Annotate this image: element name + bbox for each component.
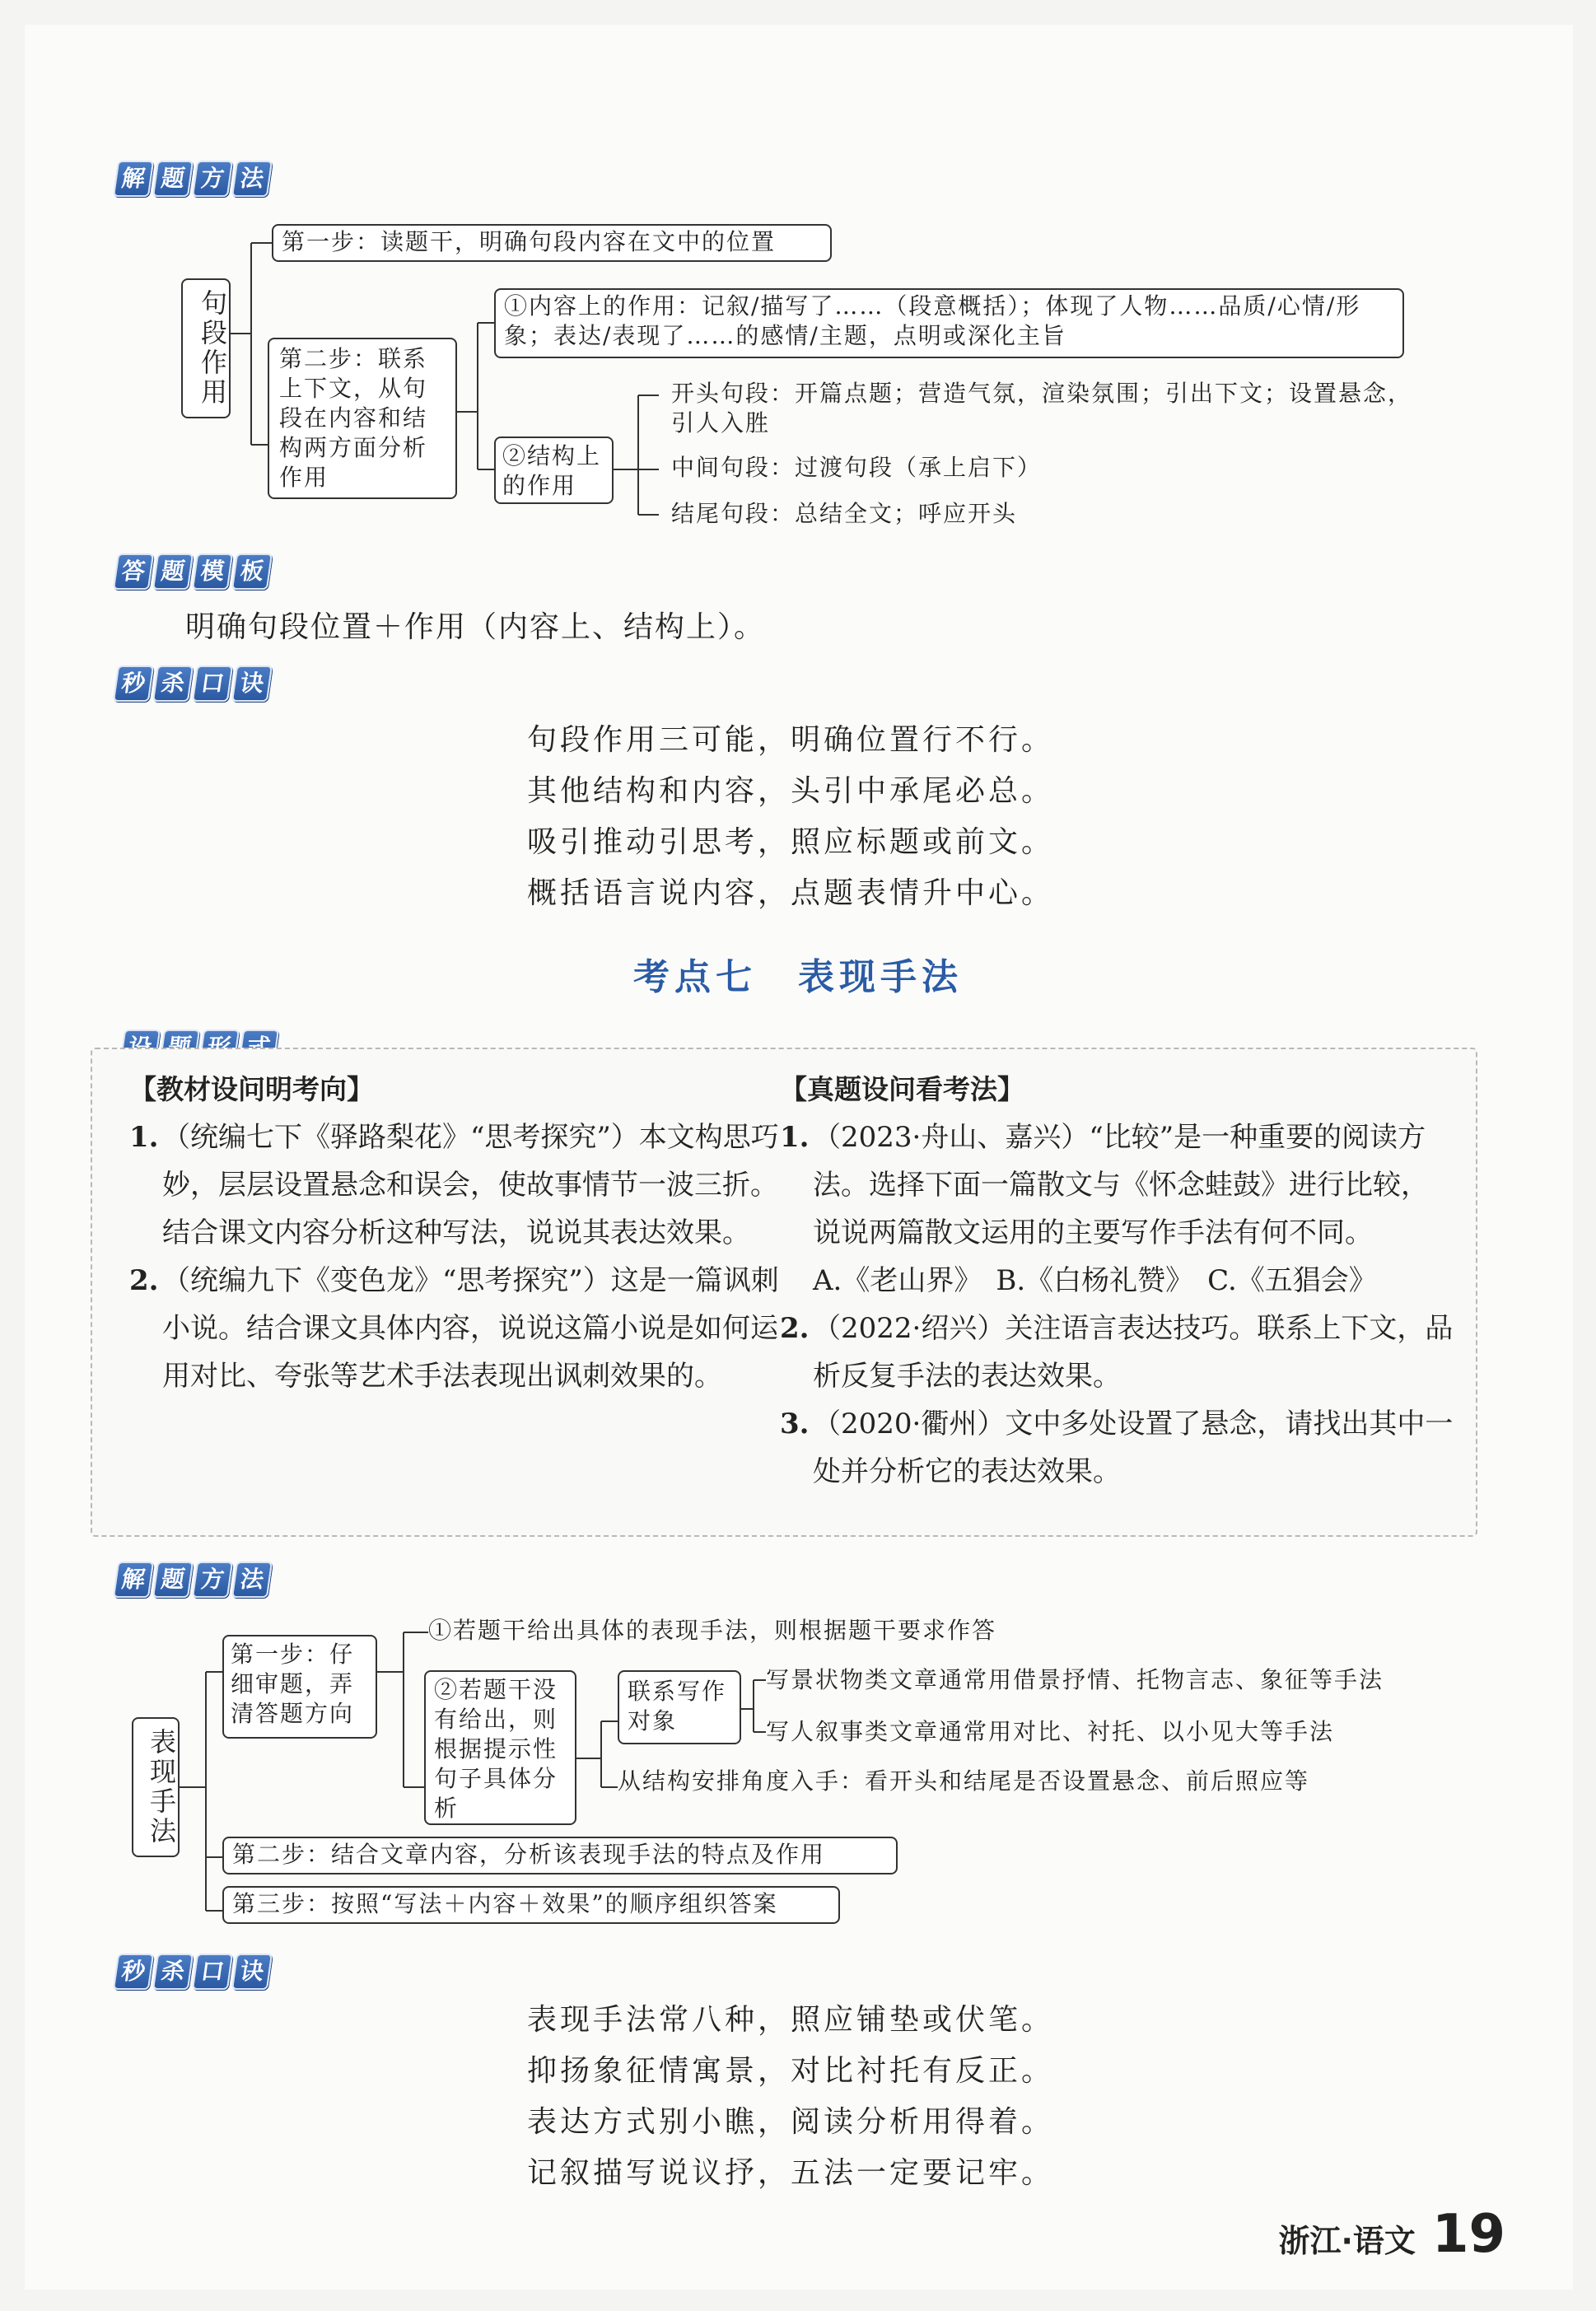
tag-char: 题 bbox=[152, 553, 194, 590]
diagram2-step3: 第三步：按照“写法＋内容＋效果”的顺序组织答案 bbox=[222, 1886, 840, 1924]
poem-line: 表达方式别小瞧，阅读分析用得着。 bbox=[527, 2105, 1055, 2139]
tag-char: 口 bbox=[192, 1954, 233, 1990]
tag-char: 法 bbox=[231, 161, 273, 197]
question-item bbox=[780, 1305, 1455, 1400]
question-item bbox=[129, 1257, 780, 1400]
poem-line: 表现手法常八种，照应铺垫或伏笔。 bbox=[527, 2003, 1055, 2037]
textbook-header: 【教材设问明考向】 bbox=[129, 1073, 374, 1105]
diagram2-narrative: 写人叙事类文章通常用对比、衬托、以小见大等手法 bbox=[766, 1718, 1335, 1745]
template-text: 明确句段位置＋作用（内容上、结构上）。 bbox=[185, 610, 766, 644]
poem-line: 吸引推动引思考，照应标题或前文。 bbox=[527, 825, 1055, 859]
tag-secret bbox=[115, 1954, 270, 1990]
question-text: （2023·舟山、嘉兴）“比较”是一种重要的阅读方法。选择下面一篇散文与《怀念蛙鼓》进行比较，说说两篇散文运用的主要写作手法有何不同。 bbox=[813, 1121, 1429, 1249]
diagram2-structure: 从结构安排角度入手：看开头和结尾是否设置悬念、前后照应等 bbox=[618, 1767, 1310, 1795]
poem-line: 记叙描写说议抒，五法一定要记牢。 bbox=[527, 2156, 1055, 2190]
diagram2-root: 表现手法 bbox=[132, 1717, 180, 1857]
tag-char: 答 bbox=[113, 553, 154, 590]
diagram1-middle: 中间句段：过渡句段（承上启下） bbox=[671, 454, 1043, 481]
question-item bbox=[129, 1113, 780, 1257]
question-number: 3. bbox=[780, 1408, 810, 1440]
question-number: 1. bbox=[129, 1121, 159, 1154]
page-footer bbox=[1279, 2204, 1506, 2265]
diagram1-step2: 第二步：联系上下文，从句段在内容和结构两方面分析作用 bbox=[268, 338, 457, 499]
tag-char: 秒 bbox=[113, 665, 154, 702]
diagram2-case1: ①若题干给出具体的表现手法，则根据题干要求作答 bbox=[428, 1617, 997, 1644]
tag-char: 板 bbox=[231, 553, 273, 590]
tag-char: 秒 bbox=[113, 1954, 154, 1990]
exam-questions bbox=[780, 1066, 1455, 1496]
question-text: （统编九下《变色龙》“思考探究”）这是一篇讽刺小说。结合课文具体内容，说说这篇小说是如何运用对比、夸张等艺术手法表现出讽刺效果的。 bbox=[162, 1264, 779, 1393]
tag-method bbox=[115, 1562, 270, 1598]
tag-char: 口 bbox=[192, 665, 233, 702]
tag-char: 解 bbox=[113, 161, 154, 197]
diagram1-ending: 结尾句段：总结全文；呼应开头 bbox=[671, 500, 1018, 527]
poem-line: 句段作用三可能，明确位置行不行。 bbox=[527, 723, 1055, 757]
question-number: 1. bbox=[780, 1121, 810, 1154]
tag-char: 题 bbox=[152, 1562, 194, 1598]
question-text: （2020·衢州）文中多处设置了悬念，请找出其中一处并分析它的表达效果。 bbox=[813, 1408, 1454, 1488]
diagram2-case2: ②若题干没有给出，则根据提示性句子具体分析 bbox=[424, 1670, 576, 1825]
footer-subject: 浙江·语文 bbox=[1278, 2223, 1416, 2259]
textbook-questions bbox=[129, 1066, 780, 1400]
diagram1-step1: 第一步：读题干，明确句段内容在文中的位置 bbox=[272, 224, 832, 262]
diagram2-step1: 第一步：仔细审题，弄清答题方向 bbox=[222, 1635, 377, 1739]
page-number: 19 bbox=[1431, 2204, 1505, 2265]
question-number: 2. bbox=[129, 1264, 159, 1297]
diagram1-structure-role: ②结构上的作用 bbox=[494, 437, 614, 504]
tag-char: 诀 bbox=[231, 665, 273, 702]
question-panel bbox=[91, 1048, 1477, 1537]
tag-char: 杀 bbox=[152, 1954, 194, 1990]
tag-char: 解 bbox=[113, 1562, 154, 1598]
tag-char: 模 bbox=[192, 553, 233, 590]
tag-char: 法 bbox=[231, 1562, 273, 1598]
poem-line: 抑扬象征情寓景，对比衬托有反正。 bbox=[527, 2054, 1055, 2088]
question-number bbox=[780, 1257, 813, 1305]
question-item bbox=[780, 1113, 1455, 1257]
tag-char: 诀 bbox=[231, 1954, 273, 1990]
question-item bbox=[780, 1400, 1455, 1496]
poem-2 bbox=[527, 1995, 1054, 2199]
tag-char: 方 bbox=[192, 161, 233, 197]
tag-char: 杀 bbox=[152, 665, 194, 702]
section-title: 考点七 表现手法 bbox=[633, 956, 963, 998]
question-text: A.《老山界》 B.《白杨礼赞》 C.《五猖会》 bbox=[813, 1264, 1377, 1297]
question-options bbox=[780, 1257, 1455, 1305]
tag-char: 方 bbox=[192, 1562, 233, 1598]
diagram1-opening: 开头句段：开篇点题；营造气氛，渲染氛围；引出下文；设置悬念，引人入胜 bbox=[671, 380, 1413, 437]
tag-template bbox=[115, 553, 270, 590]
poem-1 bbox=[527, 715, 1054, 919]
question-number: 2. bbox=[780, 1312, 810, 1345]
tag-secret bbox=[115, 665, 270, 702]
tag-char: 题 bbox=[152, 161, 194, 197]
tag-method bbox=[115, 161, 270, 197]
diagram2-step2: 第二步：结合文章内容，分析该表现手法的特点及作用 bbox=[222, 1837, 898, 1874]
exam-header: 【真题设问看考法】 bbox=[780, 1073, 1024, 1105]
diagram1-content-role: ①内容上的作用：记叙/描写了……（段意概括）；体现了人物……品质/心情/形象；表达/表现了……的感情/主题，点明或深化主旨 bbox=[494, 288, 1404, 358]
question-text: （统编七下《驿路梨花》“思考探究”）本文构思巧妙，层层设置悬念和误会，使故事情节一波三折。结合课文内容分析这种写法，说说其表达效果。 bbox=[162, 1121, 779, 1249]
poem-line: 其他结构和内容，头引中承尾必总。 bbox=[527, 774, 1055, 808]
poem-line: 概括语言说内容，点题表情升中心。 bbox=[527, 876, 1055, 910]
question-text: （2022·绍兴）关注语言表达技巧。联系上下文，品析反复手法的表达效果。 bbox=[813, 1312, 1454, 1393]
diagram1-root: 句段作用 bbox=[181, 278, 231, 418]
diagram2-scenery: 写景状物类文章通常用借景抒情、托物言志、象征等手法 bbox=[766, 1666, 1384, 1693]
diagram2-link: 联系写作对象 bbox=[618, 1670, 741, 1744]
